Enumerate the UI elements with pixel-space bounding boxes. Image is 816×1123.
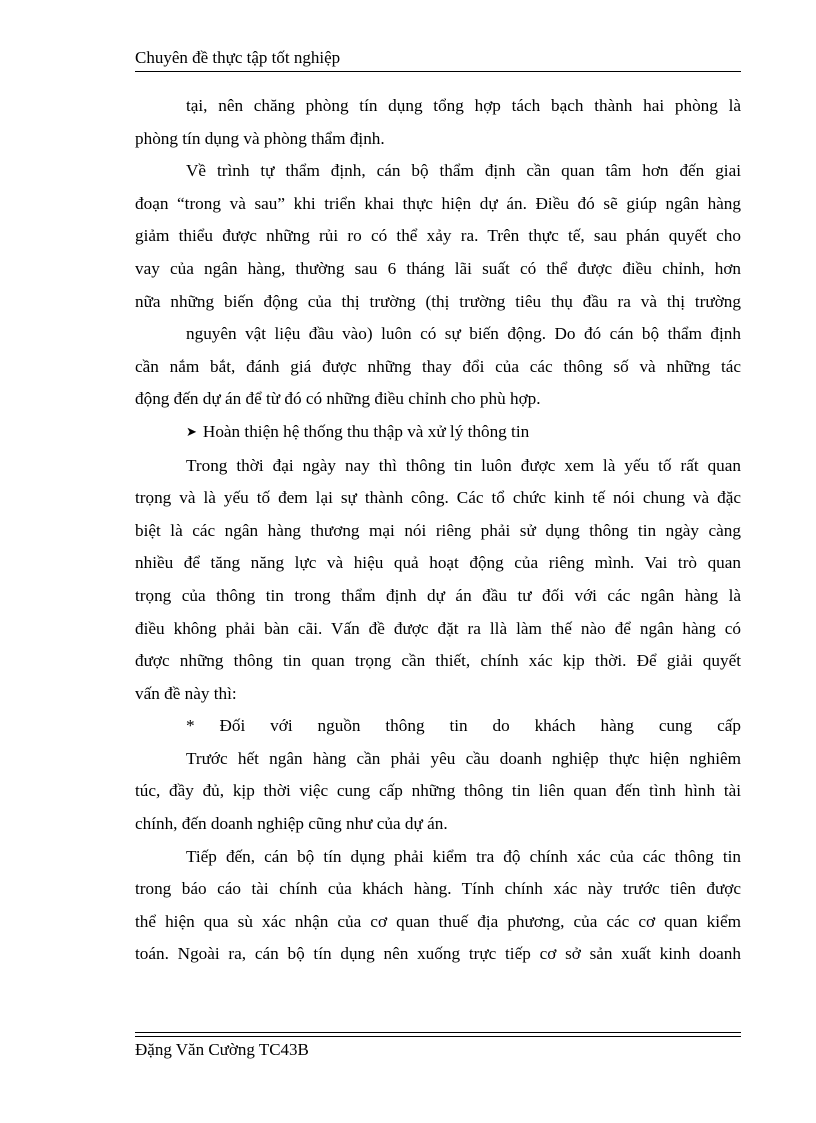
text-line: thể hiện qua sù xác nhận của cơ quan thuế địa phương, của các cơ quan kiểm: [135, 911, 741, 931]
text-line: Trước hết ngân hàng cần phải yêu cầu doanh nghiệp thực hiện nghiêm: [186, 748, 741, 768]
text-line: được những thông tin quan trọng cần thiết, chính xác kịp thời. Để giải quyết: [135, 651, 741, 671]
text-line: toán. Ngoài ra, cán bộ tín dụng nên xuống trực tiếp cơ sở sản xuất kinh doanh: [135, 944, 741, 964]
text-line: đoạn “trong và sau” khi triển khai thực hiện dự án. Điều đó sẽ giúp ngân hàng: [135, 193, 741, 213]
text-line: nguyên vật liệu đầu vào) luôn có sự biến động. Do đó cán bộ thẩm định: [186, 324, 741, 344]
text-line: trong báo cáo tài chính của khách hàng. Tính chính xác này trước tiên được: [135, 879, 741, 899]
text-line: vấn đề này thì:: [135, 683, 237, 703]
page-header: Chuyên đề thực tập tốt nghiệp: [135, 48, 341, 67]
text-line: nữa những biến động của thị trường (thị trường tiêu thụ đầu ra và thị trường: [135, 291, 741, 311]
text-line: Trong thời đại ngày nay thì thông tin luôn được xem là yếu tố rất quan: [186, 455, 741, 475]
text-line: tại, nên chăng phòng tín dụng tổng hợp tách bạch thành hai phòng là: [186, 96, 741, 115]
body-text: [135, 90, 741, 971]
text-line: cần nắm bắt, đánh giá được những thay đổi của các thông số và những tác: [135, 356, 741, 376]
text-line: nhiều để tăng năng lực và hiệu quả hoạt động của riêng mình. Vai trò quan: [135, 553, 741, 573]
section-heading: [135, 416, 741, 450]
text-line: Về trình tự thẩm định, cán bộ thẩm định cần quan tâm hơn đến giai: [186, 161, 741, 181]
text-line: trọng của thông tin trong thẩm định dự án đầu tư đối với các ngân hàng là: [135, 585, 741, 605]
text-line: động đến dự án để từ đó có những điều chỉnh cho phù hợp.: [135, 389, 541, 409]
section-heading-text: Hoàn thiện hệ thống thu thập và xử lý thông tin: [202, 421, 530, 441]
text-line: túc, đầy đủ, kịp thời việc cung cấp những thông tin liên quan đến tình hình tài: [135, 781, 741, 801]
header-rule: [135, 71, 741, 72]
text-line: chính, đến doanh nghiệp cũng như của dự án.: [135, 814, 448, 834]
page-footer: Đặng Văn Cường TC43B: [135, 1040, 309, 1059]
arrowhead-right-icon: ➤: [186, 423, 197, 439]
text-line: Tiếp đến, cán bộ tín dụng phải kiểm tra độ chính xác của các thông tin: [186, 846, 741, 866]
text-line: trọng và là yếu tố đem lại sự thành công. Các tổ chức kinh tế nói chung và đặc: [135, 488, 741, 508]
text-line: vay của ngân hàng, thường sau 6 tháng lãi suất có thể được điều chỉnh, hơn: [135, 258, 741, 278]
footer-rule: [135, 1032, 741, 1033]
text-line: biệt là các ngân hàng thương mại nói riêng phải sử dụng thông tin ngày càng: [135, 520, 741, 540]
text-line: phòng tín dụng và phòng thẩm định.: [135, 128, 385, 148]
footer-rule: [135, 1036, 741, 1037]
text-line: giảm thiểu được những rủi ro có thể xảy ra. Trên thực tế, sau phán quyết cho: [135, 226, 741, 246]
text-line: điều không phải bàn cãi. Vấn đề được đặt ra llà làm thế nào để ngân hàng có: [135, 618, 741, 638]
sub-heading: * Đối với nguồn thông tin do khách hàng cung cấp: [186, 716, 741, 736]
